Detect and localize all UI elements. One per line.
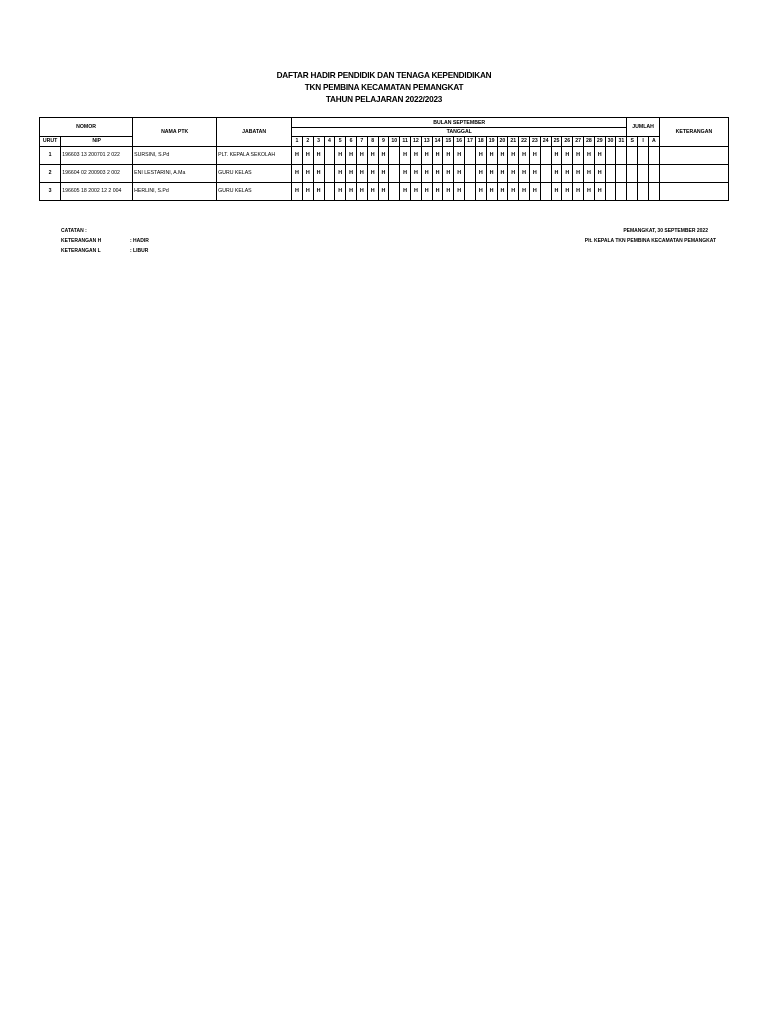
- day-header: 4: [324, 137, 335, 147]
- attendance-cell: H: [486, 182, 497, 200]
- table-row: [40, 182, 729, 200]
- attendance-cell: [605, 146, 616, 164]
- title-line-3: TAHUN PELAJARAN 2022/2023: [325, 95, 443, 104]
- day-header: 9: [378, 137, 389, 147]
- title-line-1: DAFTAR HADIR PENDIDIK DAN TENAGA KEPENDIDIKAN: [276, 71, 492, 80]
- day-header: 24: [540, 137, 551, 147]
- keterangan-cell: [659, 146, 728, 164]
- attendance-cell: H: [454, 164, 465, 182]
- attendance-cell: H: [508, 164, 519, 182]
- attendance-cell: H: [529, 182, 540, 200]
- header-row-1: [40, 118, 729, 128]
- attendance-cell: [465, 146, 476, 164]
- note-value: : LIBUR: [130, 248, 149, 254]
- attendance-cell: H: [551, 182, 562, 200]
- row-jabatan: PLT. KEPALA SEKOLAH: [217, 146, 292, 164]
- document-title-block: [0, 70, 768, 106]
- note-item: [61, 246, 149, 256]
- attendance-cell: [324, 182, 335, 200]
- header-urut: URUT: [40, 137, 61, 147]
- row-nama: HERLINI, S.Pd: [133, 182, 217, 200]
- day-header: 8: [367, 137, 378, 147]
- day-header: 14: [432, 137, 443, 147]
- jumlah-cell: [638, 146, 649, 164]
- day-header: 25: [551, 137, 562, 147]
- attendance-cell: H: [292, 146, 303, 164]
- attendance-cell: H: [432, 164, 443, 182]
- attendance-cell: H: [562, 182, 573, 200]
- header-jumlah: JUMLAH: [627, 118, 659, 137]
- attendance-cell: H: [400, 182, 411, 200]
- row-urut: 3: [40, 182, 61, 200]
- attendance-cell: [616, 164, 627, 182]
- day-header: 21: [508, 137, 519, 147]
- attendance-cell: H: [411, 182, 422, 200]
- attendance-cell: H: [356, 164, 367, 182]
- attendance-cell: H: [432, 182, 443, 200]
- attendance-cell: H: [378, 164, 389, 182]
- attendance-cell: H: [497, 182, 508, 200]
- attendance-cell: H: [400, 164, 411, 182]
- keterangan-cell: [659, 164, 728, 182]
- title-line-2: TKN PEMBINA KECAMATAN PEMANGKAT: [304, 83, 464, 92]
- row-jabatan: GURU KELAS: [217, 164, 292, 182]
- attendance-cell: [389, 164, 400, 182]
- attendance-cell: [324, 164, 335, 182]
- notes-heading: CATATAN :: [61, 228, 87, 234]
- attendance-cell: H: [594, 164, 605, 182]
- attendance-cell: H: [346, 182, 357, 200]
- attendance-cell: H: [508, 146, 519, 164]
- day-header: 26: [562, 137, 573, 147]
- attendance-cell: H: [443, 164, 454, 182]
- attendance-cell: H: [508, 182, 519, 200]
- jumlah-cell: [638, 164, 649, 182]
- attendance-cell: H: [302, 182, 313, 200]
- attendance-cell: H: [378, 146, 389, 164]
- day-header: 1: [292, 137, 303, 147]
- attendance-cell: H: [551, 146, 562, 164]
- jumlah-cell: [649, 164, 660, 182]
- attendance-cell: [324, 146, 335, 164]
- attendance-cell: H: [346, 164, 357, 182]
- attendance-cell: [389, 182, 400, 200]
- day-header: 10: [389, 137, 400, 147]
- attendance-cell: H: [454, 182, 465, 200]
- attendance-cell: [540, 182, 551, 200]
- attendance-cell: [605, 182, 616, 200]
- attendance-cell: H: [432, 146, 443, 164]
- day-header: 16: [454, 137, 465, 147]
- attendance-cell: [465, 182, 476, 200]
- attendance-cell: H: [302, 146, 313, 164]
- attendance-cell: H: [562, 146, 573, 164]
- header-bulan: BULAN SEPTEMBER: [292, 118, 627, 128]
- header-tanggal: TANGGAL: [292, 128, 627, 137]
- jumlah-cell: [649, 182, 660, 200]
- day-header: 3: [313, 137, 324, 147]
- attendance-cell: H: [486, 164, 497, 182]
- day-header: 31: [616, 137, 627, 147]
- day-header: 22: [519, 137, 530, 147]
- day-header: 20: [497, 137, 508, 147]
- table-row: [40, 146, 729, 164]
- attendance-cell: H: [421, 146, 432, 164]
- attendance-cell: H: [551, 164, 562, 182]
- attendance-cell: H: [584, 164, 595, 182]
- jumlah-cell: [627, 164, 638, 182]
- attendance-cell: H: [346, 146, 357, 164]
- attendance-cell: H: [356, 146, 367, 164]
- day-header: 15: [443, 137, 454, 147]
- attendance-cell: H: [519, 146, 530, 164]
- day-header: 5: [335, 137, 346, 147]
- day-header: 18: [475, 137, 486, 147]
- note-key: KETERANGAN H: [61, 238, 102, 244]
- attendance-cell: H: [367, 146, 378, 164]
- header-nip: NIP: [61, 137, 133, 147]
- attendance-cell: H: [562, 164, 573, 182]
- attendance-cell: H: [529, 164, 540, 182]
- day-header: 23: [529, 137, 540, 147]
- attendance-cell: H: [573, 182, 584, 200]
- jumlah-sub-header: A: [649, 137, 660, 147]
- attendance-cell: H: [594, 182, 605, 200]
- attendance-cell: H: [443, 146, 454, 164]
- attendance-cell: [616, 182, 627, 200]
- day-header: 27: [573, 137, 584, 147]
- attendance-cell: H: [356, 182, 367, 200]
- day-header: 2: [302, 137, 313, 147]
- row-urut: 2: [40, 164, 61, 182]
- header-jabatan: JABATAN: [217, 118, 292, 147]
- jumlah-cell: [638, 182, 649, 200]
- keterangan-cell: [659, 182, 728, 200]
- day-header: 13: [421, 137, 432, 147]
- attendance-cell: [465, 164, 476, 182]
- attendance-cell: H: [411, 164, 422, 182]
- attendance-cell: [605, 164, 616, 182]
- attendance-cell: H: [573, 164, 584, 182]
- signature-block: [585, 226, 716, 246]
- attendance-cell: [389, 146, 400, 164]
- row-nip: 196605 18 2002 12 2 004: [61, 182, 133, 200]
- attendance-cell: H: [475, 182, 486, 200]
- attendance-cell: [540, 146, 551, 164]
- attendance-cell: H: [313, 164, 324, 182]
- signature-role: Plt. KEPALA TKN PEMBINA KECAMATAN PEMANGKAT: [584, 238, 716, 244]
- attendance-cell: H: [367, 182, 378, 200]
- row-nama: ENI LESTARINI, A.Ma: [133, 164, 217, 182]
- header-nomor: NOMOR: [40, 118, 133, 137]
- signature-place-date: PEMANGKAT, 30 SEPTEMBER 2022: [623, 228, 708, 234]
- header-keterangan: KETERANGAN: [659, 118, 728, 147]
- attendance-cell: H: [584, 182, 595, 200]
- notes-block: [61, 226, 149, 256]
- day-header: 30: [605, 137, 616, 147]
- attendance-cell: H: [335, 146, 346, 164]
- jumlah-sub-header: I: [638, 137, 649, 147]
- header-nama-ptk: NAMA PTK: [133, 118, 217, 147]
- row-urut: 1: [40, 146, 61, 164]
- attendance-cell: H: [584, 146, 595, 164]
- day-header: 6: [346, 137, 357, 147]
- attendance-cell: H: [302, 164, 313, 182]
- attendance-cell: H: [421, 182, 432, 200]
- attendance-cell: H: [378, 182, 389, 200]
- attendance-cell: [616, 146, 627, 164]
- day-header: 12: [411, 137, 422, 147]
- attendance-cell: H: [475, 146, 486, 164]
- attendance-cell: H: [486, 146, 497, 164]
- attendance-cell: [540, 164, 551, 182]
- row-jabatan: GURU KELAS: [217, 182, 292, 200]
- attendance-cell: H: [497, 146, 508, 164]
- jumlah-cell: [627, 146, 638, 164]
- attendance-cell: H: [519, 164, 530, 182]
- day-header: 7: [356, 137, 367, 147]
- attendance-cell: H: [497, 164, 508, 182]
- note-value: : HADIR: [130, 238, 149, 244]
- attendance-cell: H: [292, 164, 303, 182]
- attendance-cell: H: [335, 164, 346, 182]
- day-header: 11: [400, 137, 411, 147]
- attendance-cell: H: [367, 164, 378, 182]
- row-nip: 196604 02 200903 2 002: [61, 164, 133, 182]
- jumlah-cell: [649, 146, 660, 164]
- attendance-cell: H: [292, 182, 303, 200]
- attendance-cell: H: [421, 164, 432, 182]
- row-nama: SURSINI, S.Pd: [133, 146, 217, 164]
- day-header: 29: [594, 137, 605, 147]
- attendance-cell: H: [313, 146, 324, 164]
- day-header: 19: [486, 137, 497, 147]
- note-key: KETERANGAN L: [61, 248, 101, 254]
- attendance-cell: H: [411, 146, 422, 164]
- day-header: 28: [584, 137, 595, 147]
- attendance-cell: H: [529, 146, 540, 164]
- attendance-cell: H: [519, 182, 530, 200]
- attendance-cell: H: [335, 182, 346, 200]
- attendance-cell: H: [573, 146, 584, 164]
- jumlah-cell: [627, 182, 638, 200]
- attendance-cell: H: [454, 146, 465, 164]
- note-item: [61, 236, 149, 246]
- jumlah-sub-header: S: [627, 137, 638, 147]
- attendance-cell: H: [475, 164, 486, 182]
- row-nip: 196603 13 200701 2 022: [61, 146, 133, 164]
- attendance-cell: H: [443, 182, 454, 200]
- attendance-cell: H: [400, 146, 411, 164]
- attendance-cell: H: [313, 182, 324, 200]
- day-header: 17: [465, 137, 476, 147]
- table-row: [40, 164, 729, 182]
- attendance-table: [39, 117, 729, 201]
- attendance-cell: H: [594, 146, 605, 164]
